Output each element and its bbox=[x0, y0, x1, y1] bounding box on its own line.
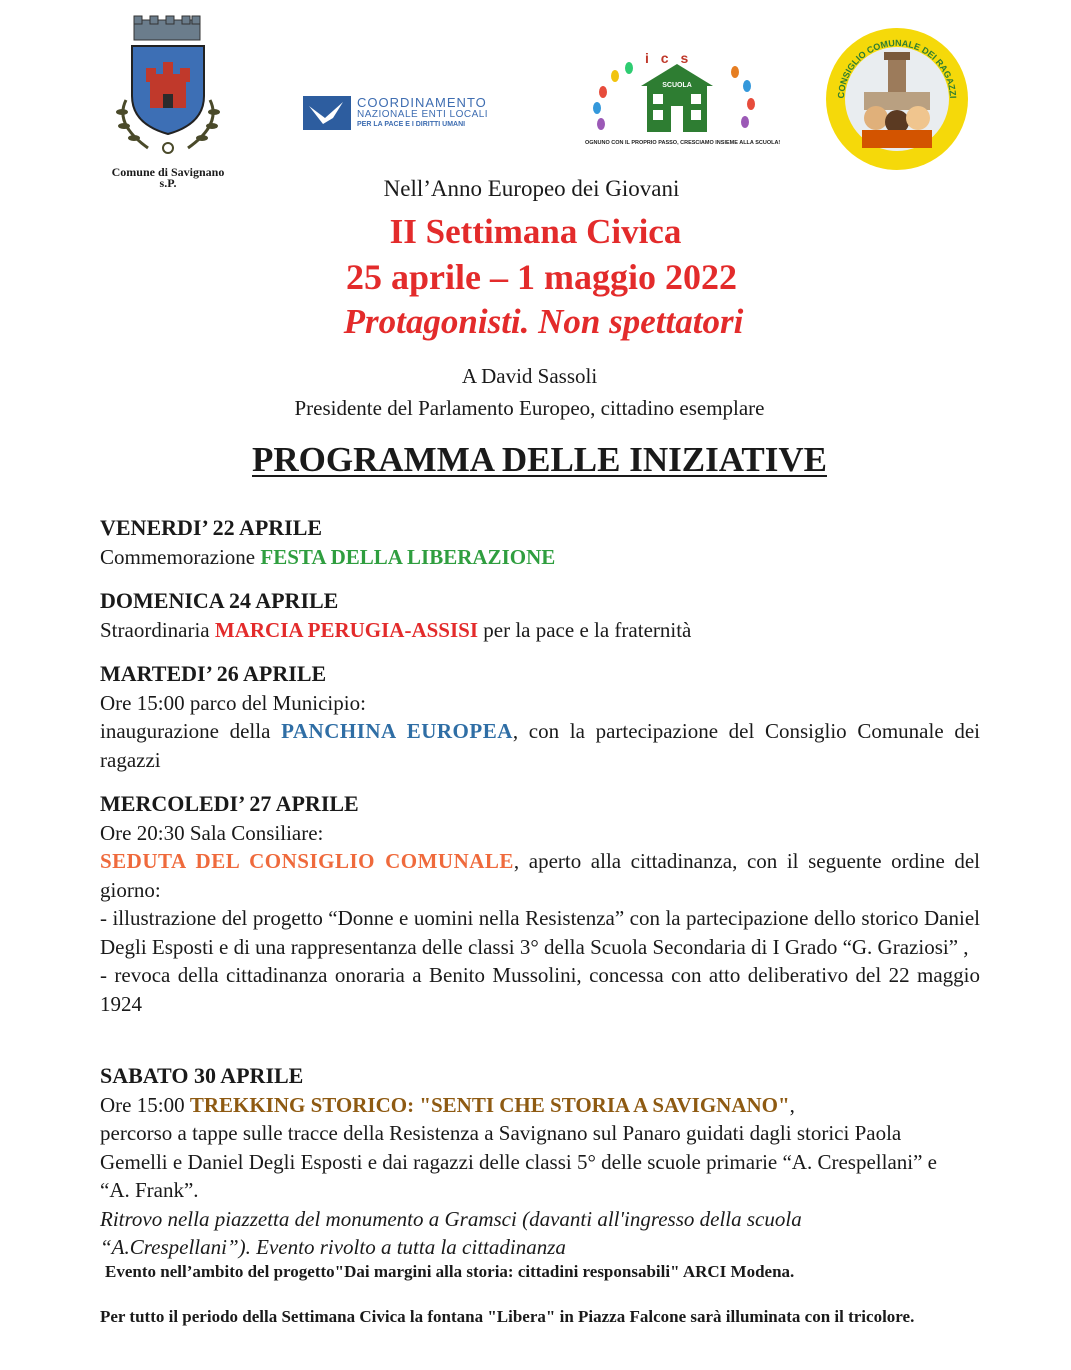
event-day: VENERDI’ 22 APRILE bbox=[100, 515, 323, 540]
event-text bbox=[100, 543, 980, 572]
event-mercoledi bbox=[100, 790, 980, 1018]
event-highlight-marcia: MARCIA PERUGIA-ASSISI bbox=[214, 617, 479, 642]
event-martedi bbox=[100, 660, 980, 774]
agenda-item-1: - illustrazione del progetto “Donne e uomini nella Resistenza” con la partecipazione dello storico Daniel Degli Esposti e di una rappresentanza delle classi 3° della Scuola Secondaria di I Grado “G. Graziosi” , bbox=[100, 906, 980, 959]
event-text-post: , con la partecipazione del Consiglio Comunale dei ragazzi bbox=[100, 719, 980, 772]
event-text-pre: inaugurazione della bbox=[100, 719, 282, 743]
fountain-note: Per tutto il periodo della Settimana Civica la fontana "Libera" in Piazza Falcone sarà illuminata con il tricolore. bbox=[100, 1307, 915, 1326]
event-text bbox=[100, 847, 980, 904]
dedication-role: Presidente del Parlamento Europeo, cittadino esemplare bbox=[294, 396, 765, 420]
event-meeting-point: Ritrovo nella piazzetta del monumento a Gramsci (davanti all'ingresso della scuola “A.Crespellani”). Evento rivolto a tutta la cittadinanza bbox=[100, 1206, 802, 1259]
event-day: SABATO 30 APRILE bbox=[100, 1063, 304, 1088]
page-title: II Settimana Civica bbox=[389, 212, 682, 251]
event-text-post: , aperto alla cittadinanza, con il seguente ordine del giorno: bbox=[100, 849, 980, 902]
programma-heading-text: PROGRAMMA DELLE INIZIATIVE bbox=[252, 440, 827, 479]
dedication-name: A David Sassoli bbox=[461, 364, 598, 388]
event-domenica bbox=[100, 587, 980, 644]
event-line1: Ore 20:30 Sala Consiliare: bbox=[100, 820, 324, 845]
programma-heading bbox=[4, 440, 1071, 480]
event-line1: Ore 15:00 parco del Municipio: bbox=[100, 690, 366, 715]
motto: Protagonisti. Non spettatori bbox=[343, 302, 744, 341]
event-highlight-seduta: SEDUTA DEL CONSIGLIO COMUNALE bbox=[100, 849, 514, 873]
event-text-pre: Ore 15:00 bbox=[100, 1092, 190, 1117]
ics-letters: i c s bbox=[645, 50, 693, 66]
project-note: Evento nell’ambito del progetto"Dai margini alla storia: cittadini responsabili" ARCI Modena. bbox=[105, 1262, 795, 1281]
event-text-post: , bbox=[789, 1092, 795, 1117]
event-text bbox=[100, 717, 980, 774]
event-day: MARTEDI’ 26 APRILE bbox=[100, 661, 327, 686]
event-text-pre: Straordinaria bbox=[100, 617, 215, 642]
coordinamento-logo bbox=[303, 96, 513, 132]
event-text-pre: Commemorazione bbox=[100, 544, 261, 569]
agenda-item-2: - revoca della cittadinanza onoraria a Benito Mussolini, concessa con atto deliberativo del 22 maggio 1924 bbox=[100, 963, 980, 1016]
event-day: MERCOLEDI’ 27 APRILE bbox=[100, 791, 359, 816]
ics-caption: OGNUNO CON IL PROPRIO PASSO, CRESCIAMO INSIEME ALLA SCUOLA! bbox=[585, 140, 781, 146]
comune-caption: Comune di Savignano s.P. bbox=[111, 165, 225, 190]
event-text-post: per la pace e la fraternità bbox=[478, 617, 692, 642]
coordinamento-line1: COORDINAMENTO bbox=[357, 95, 487, 110]
crest-icon bbox=[108, 14, 228, 164]
event-highlight-liberazione: FESTA DELLA LIBERAZIONE bbox=[260, 544, 556, 569]
pre-title: Nell’Anno Europeo dei Giovani bbox=[383, 176, 680, 201]
ccr-badge-icon bbox=[824, 26, 970, 172]
event-venerdi bbox=[100, 514, 980, 571]
event-sabato bbox=[100, 1062, 950, 1262]
event-text bbox=[100, 616, 980, 645]
ics-logo bbox=[585, 50, 781, 152]
event-text bbox=[100, 1091, 950, 1120]
ics-scuola: SCUOLA bbox=[662, 82, 692, 89]
comune-crest-logo bbox=[108, 14, 228, 190]
event-day: DOMENICA 24 APRILE bbox=[100, 588, 339, 613]
event-highlight-panchina: PANCHINA EUROPEA bbox=[281, 719, 513, 743]
ccr-logo bbox=[824, 26, 970, 172]
coordinamento-line3: PER LA PACE E I DIRITTI UMANI bbox=[357, 121, 466, 128]
dove-icon bbox=[303, 96, 351, 130]
coordinamento-line2: NAZIONALE ENTI LOCALI bbox=[357, 109, 489, 120]
event-line2: percorso a tappe sulle tracce della Resistenza a Savignano sul Panaro guidati dagli storici Paola Gemelli e Daniel Degli Esposti e dai ragazzi delle classi 5° delle scuole primarie “A. Crespellani” e “A. Frank”. bbox=[100, 1121, 937, 1202]
ccr-text: CONSIGLIO COMUNALE DEI RAGAZZI bbox=[835, 37, 959, 99]
event-highlight-trekking: TREKKING STORICO: "SENTI CHE STORIA A SAVIGNANO" bbox=[189, 1092, 790, 1117]
event-dates: 25 aprile – 1 maggio 2022 bbox=[346, 257, 737, 297]
